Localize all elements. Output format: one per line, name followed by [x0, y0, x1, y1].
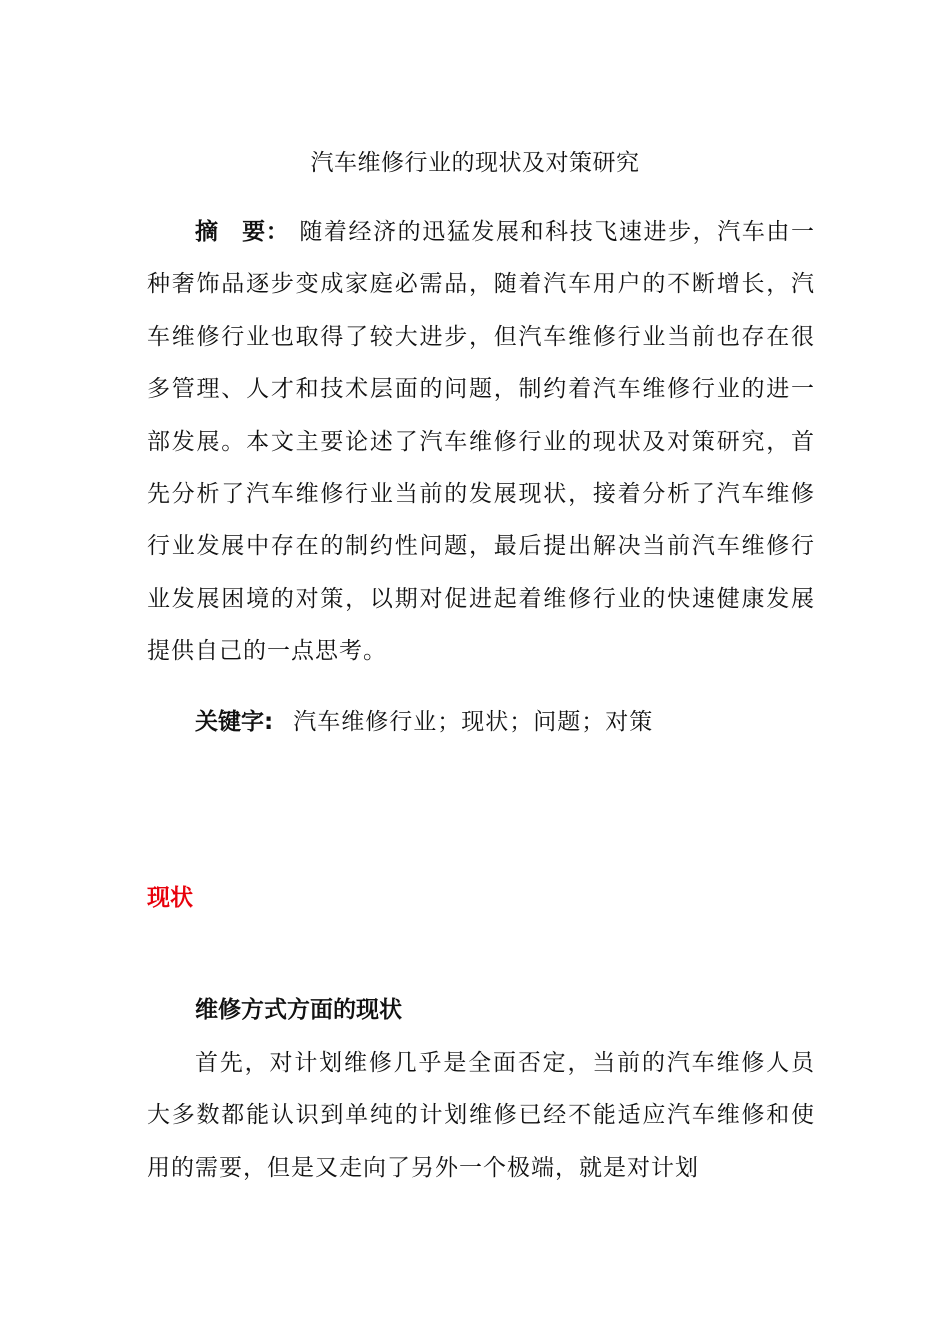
- subsection-heading: 维修方式方面的现状: [195, 997, 402, 1023]
- body-paragraph: 首先，对计划维修几乎是全面否定，当前的汽车维修人员大多数都能认识到单纯的计划维修已经不能适应汽车维修和使用的需要，但是又走向了另外一个极端，就是对计划: [147, 1050, 815, 1181]
- section-heading: 现状: [147, 885, 193, 911]
- keywords-text: 汽车维修行业；现状；问题；对策: [293, 709, 654, 735]
- document-title: 汽车维修行业的现状及对策研究: [310, 150, 640, 176]
- abstract-paragraph: [147, 206, 815, 678]
- keywords-label: 关键字:: [195, 709, 274, 735]
- abstract-label: 摘 要：: [195, 219, 290, 245]
- keywords-line: [195, 702, 795, 742]
- abstract-text: 随着经济的迅猛发展和科技飞速进步，汽车由一种奢饰品逐步变成家庭必需品，随着汽车用户的不断增长，汽车维修行业也取得了较大进步，但汽车维修行业当前也存在很多管理、人才和技术层面的问题，制约着汽车维修行业的进一部发展。本文主要论述了汽车维修行业的现状及对策研究，首先分析了汽车维修行业当前的发展现状，接着分析了汽车维修行业发展中存在的制约性问题，最后提出解决当前汽车维修行业发展困境的对策，以期对促进起着维修行业的快速健康发展提供自己的一点思考。: [147, 219, 816, 665]
